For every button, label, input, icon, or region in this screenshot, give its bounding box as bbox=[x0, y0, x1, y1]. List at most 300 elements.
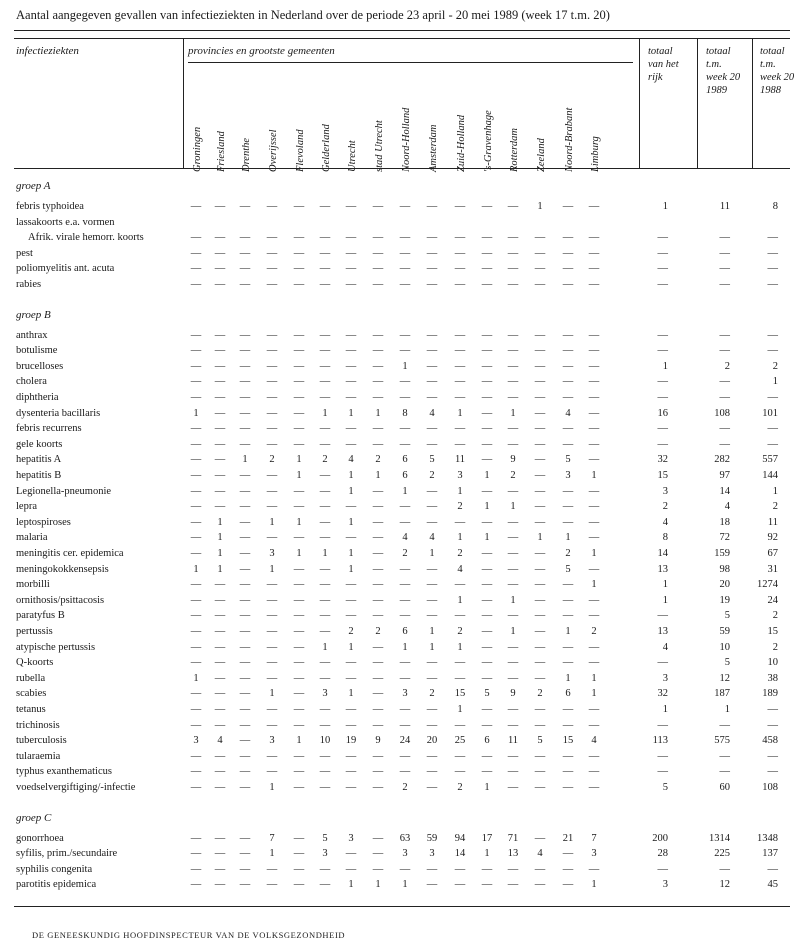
table-cell: 6 bbox=[565, 688, 571, 700]
table-cell: — bbox=[239, 848, 251, 860]
table-cell: 6 bbox=[402, 454, 408, 466]
table-cell: — bbox=[190, 279, 202, 290]
table-cell: — bbox=[319, 423, 331, 435]
table-cell: — bbox=[426, 485, 438, 497]
table-cell: — bbox=[534, 501, 546, 513]
table-cell: — bbox=[239, 766, 251, 778]
table-cell: — bbox=[426, 423, 438, 435]
table-cell: 1 bbox=[296, 548, 302, 559]
table-cell: — bbox=[345, 610, 357, 622]
table-cell: — bbox=[588, 501, 600, 513]
column-header-label: Gelderland bbox=[321, 124, 332, 172]
total-cell: — bbox=[657, 247, 668, 259]
table-cell: — bbox=[319, 376, 331, 388]
header-infectieziekten: infectieziekten bbox=[16, 45, 79, 57]
table-cell: — bbox=[293, 279, 305, 290]
table-cell: — bbox=[266, 279, 278, 290]
totals-header-line: van het bbox=[648, 59, 679, 70]
table-cell: — bbox=[481, 672, 493, 684]
table-cell: — bbox=[507, 657, 519, 669]
table-cell: — bbox=[562, 329, 574, 341]
table-cell: — bbox=[588, 454, 600, 466]
table-cell: — bbox=[345, 329, 357, 341]
table-cell: — bbox=[481, 594, 493, 606]
table-cell: — bbox=[266, 626, 278, 637]
table-cell: 1 bbox=[217, 548, 223, 559]
table-cell: — bbox=[345, 848, 357, 860]
table-cell: — bbox=[534, 438, 546, 450]
total-cell: — bbox=[719, 232, 730, 244]
footer-signature: DE GENEESKUNDIG HOOFDINSPECTEUR VAN DE VOLKSGEZONDHEID bbox=[32, 930, 346, 940]
table-cell: 1 bbox=[348, 485, 354, 497]
table-cell: — bbox=[454, 863, 466, 875]
table-cell: — bbox=[562, 879, 574, 891]
table-cell: — bbox=[588, 532, 600, 544]
table-cell: 2 bbox=[457, 782, 463, 793]
table-cell: — bbox=[588, 704, 600, 715]
table-cell: — bbox=[426, 594, 438, 606]
table-cell: 1 bbox=[322, 548, 328, 559]
table-cell: 2 bbox=[429, 688, 435, 700]
table-cell: 4 bbox=[565, 407, 571, 419]
table-cell: — bbox=[190, 879, 202, 891]
table-cell: 1 bbox=[402, 641, 408, 653]
table-cell: 3 bbox=[457, 470, 463, 481]
total-cell: — bbox=[767, 263, 778, 275]
column-header-label: Limburg bbox=[590, 136, 601, 172]
table-cell: — bbox=[454, 201, 466, 212]
table-cell: — bbox=[372, 376, 384, 388]
table-cell: 7 bbox=[269, 832, 275, 844]
totals-header-line: rijk bbox=[648, 72, 663, 83]
table-cell: — bbox=[214, 750, 226, 762]
table-cell: — bbox=[372, 263, 384, 275]
table-cell: — bbox=[293, 610, 305, 622]
table-cell: 11 bbox=[507, 735, 519, 747]
disease-label: meningokokkensepsis bbox=[16, 563, 109, 575]
table-cell: — bbox=[399, 438, 411, 450]
table-cell: — bbox=[481, 376, 493, 388]
table-cell: — bbox=[399, 329, 411, 341]
table-cell: 1 bbox=[402, 879, 408, 891]
table-cell: — bbox=[426, 279, 438, 290]
table-cell: — bbox=[399, 719, 411, 731]
total-cell: — bbox=[767, 392, 778, 403]
total-cell: 1274 bbox=[757, 579, 778, 591]
table-cell: 1 bbox=[402, 485, 408, 497]
table-cell: — bbox=[534, 516, 546, 528]
table-cell: — bbox=[214, 329, 226, 341]
table-cell: — bbox=[481, 454, 493, 466]
table-cell: — bbox=[266, 470, 278, 481]
table-cell: — bbox=[534, 232, 546, 244]
table-cell: — bbox=[588, 438, 600, 450]
table-cell: — bbox=[345, 438, 357, 450]
total-cell: 1 bbox=[662, 360, 668, 372]
table-cell: — bbox=[319, 782, 331, 793]
table-cell: — bbox=[372, 579, 384, 591]
total-cell: — bbox=[767, 423, 778, 435]
table-cell: 9 bbox=[375, 735, 381, 747]
table-cell: 2 bbox=[269, 454, 275, 466]
disease-label: parotitis epidemica bbox=[16, 879, 97, 891]
table-cell: — bbox=[345, 657, 357, 669]
table-cell: — bbox=[507, 548, 519, 559]
table-cell: 1 bbox=[296, 516, 302, 528]
table-cell: — bbox=[534, 750, 546, 762]
table-cell: 1 bbox=[565, 626, 571, 637]
table-cell: — bbox=[239, 392, 251, 403]
table-cell: — bbox=[372, 438, 384, 450]
table-cell: — bbox=[507, 345, 519, 357]
total-cell: 13 bbox=[657, 563, 668, 575]
table-cell: — bbox=[190, 641, 202, 653]
table-cell: — bbox=[507, 766, 519, 778]
table-cell: — bbox=[481, 863, 493, 875]
table-cell: — bbox=[507, 863, 519, 875]
table-cell: — bbox=[588, 392, 600, 403]
column-header-label: Friesland bbox=[216, 131, 227, 172]
table-cell: — bbox=[190, 548, 202, 559]
table-cell: — bbox=[239, 470, 251, 481]
table-cell: — bbox=[481, 563, 493, 575]
table-cell: 7 bbox=[591, 832, 597, 844]
table-cell: — bbox=[239, 641, 251, 653]
column-header-label: Zeeland bbox=[536, 138, 547, 172]
table-cell: — bbox=[266, 201, 278, 212]
table-cell: — bbox=[214, 766, 226, 778]
table-cell: — bbox=[588, 719, 600, 731]
disease-label: hepatitis A bbox=[16, 454, 62, 466]
table-cell: 1 bbox=[484, 470, 490, 481]
table-cell: 17 bbox=[481, 832, 493, 844]
total-cell: 187 bbox=[714, 688, 730, 700]
table-cell: — bbox=[293, 641, 305, 653]
table-cell: — bbox=[293, 532, 305, 544]
table-cell: — bbox=[399, 704, 411, 715]
table-cell: — bbox=[399, 263, 411, 275]
table-cell: — bbox=[481, 247, 493, 259]
table-cell: — bbox=[319, 532, 331, 544]
total-cell: 101 bbox=[762, 407, 778, 419]
table-cell: — bbox=[266, 879, 278, 891]
table-cell: — bbox=[534, 423, 546, 435]
table-cell: — bbox=[454, 438, 466, 450]
table-cell: — bbox=[588, 376, 600, 388]
total-cell: 1 bbox=[772, 485, 778, 497]
disease-label: paratyfus B bbox=[16, 610, 65, 622]
table-cell: — bbox=[319, 626, 331, 637]
table-cell: — bbox=[481, 329, 493, 341]
table-cell: — bbox=[190, 626, 202, 637]
table-cell: — bbox=[562, 392, 574, 403]
table-cell: — bbox=[534, 376, 546, 388]
total-cell: — bbox=[767, 719, 778, 731]
table-cell: — bbox=[481, 766, 493, 778]
disease-label: rabies bbox=[16, 279, 42, 290]
table-cell: — bbox=[588, 201, 600, 212]
table-cell: — bbox=[372, 641, 384, 653]
table-cell: 6 bbox=[484, 735, 490, 747]
table-cell: — bbox=[239, 688, 251, 700]
table-cell: 1 bbox=[510, 626, 516, 637]
table-cell: — bbox=[426, 719, 438, 731]
disease-label: malaria bbox=[16, 532, 48, 544]
total-cell: — bbox=[657, 279, 668, 290]
totals-header-line: week 20 bbox=[760, 72, 795, 83]
table-cell: — bbox=[534, 263, 546, 275]
table-cell: — bbox=[372, 719, 384, 731]
table-cell: — bbox=[239, 232, 251, 244]
table-cell: — bbox=[239, 610, 251, 622]
table-cell: — bbox=[266, 392, 278, 403]
table-cell: — bbox=[562, 247, 574, 259]
total-cell: 12 bbox=[719, 879, 730, 891]
total-cell: — bbox=[719, 329, 730, 341]
column-header-label: 's-Gravenhage bbox=[483, 110, 494, 172]
table-cell: — bbox=[454, 329, 466, 341]
table-cell: — bbox=[588, 657, 600, 669]
table-cell: — bbox=[214, 263, 226, 275]
table-cell: — bbox=[454, 672, 466, 684]
table-cell: — bbox=[507, 247, 519, 259]
total-cell: — bbox=[767, 766, 778, 778]
totals-header-line: t.m. bbox=[760, 59, 776, 70]
table-cell: — bbox=[481, 641, 493, 653]
table-cell: — bbox=[239, 750, 251, 762]
table-cell: — bbox=[214, 594, 226, 606]
table-cell: — bbox=[534, 579, 546, 591]
table-cell: — bbox=[399, 594, 411, 606]
table-cell: — bbox=[319, 719, 331, 731]
table-cell: 2 bbox=[591, 626, 597, 637]
total-cell: — bbox=[657, 329, 668, 341]
table-cell: 1 bbox=[348, 407, 354, 419]
table-cell: 1 bbox=[484, 848, 490, 860]
table-cell: 15 bbox=[562, 735, 574, 747]
table-cell: — bbox=[534, 719, 546, 731]
table-cell: — bbox=[190, 454, 202, 466]
table-cell: 1 bbox=[348, 548, 354, 559]
table-cell: — bbox=[293, 626, 305, 637]
table-cell: 1 bbox=[457, 704, 463, 715]
table-cell: 1 bbox=[242, 454, 248, 466]
divider-labels bbox=[183, 38, 184, 168]
table-cell: — bbox=[190, 579, 202, 591]
disease-label: morbilli bbox=[16, 579, 50, 591]
table-cell: — bbox=[319, 704, 331, 715]
table-cell: — bbox=[562, 232, 574, 244]
table-cell: — bbox=[214, 579, 226, 591]
table-cell: — bbox=[399, 279, 411, 290]
table-cell: — bbox=[372, 832, 384, 844]
table-cell: — bbox=[481, 548, 493, 559]
table-cell: — bbox=[481, 345, 493, 357]
table-cell: — bbox=[239, 438, 251, 450]
total-cell: — bbox=[657, 392, 668, 403]
table-cell: — bbox=[426, 750, 438, 762]
table-cell: — bbox=[507, 782, 519, 793]
table-cell: — bbox=[372, 750, 384, 762]
table-cell: 25 bbox=[454, 735, 466, 747]
table-cell: 1 bbox=[375, 879, 381, 891]
table-cell: — bbox=[345, 263, 357, 275]
column-header bbox=[347, 92, 361, 172]
table-cell: — bbox=[372, 485, 384, 497]
table-cell: — bbox=[507, 641, 519, 653]
table-cell: — bbox=[214, 247, 226, 259]
table-cell: — bbox=[239, 735, 251, 747]
disease-label: gonorrhoea bbox=[16, 832, 64, 844]
table-cell: — bbox=[190, 782, 202, 793]
table-cell: 4 bbox=[429, 407, 435, 419]
table-cell: — bbox=[399, 672, 411, 684]
table-cell: — bbox=[266, 766, 278, 778]
top-rule bbox=[14, 30, 790, 31]
table-cell: 1 bbox=[565, 672, 571, 684]
table-cell: — bbox=[319, 201, 331, 212]
table-cell: 1 bbox=[269, 516, 275, 528]
table-cell: — bbox=[588, 329, 600, 341]
total-cell: 3 bbox=[662, 672, 668, 684]
table-cell: — bbox=[239, 719, 251, 731]
total-cell: — bbox=[657, 263, 668, 275]
table-cell: — bbox=[426, 863, 438, 875]
table-cell: 1 bbox=[565, 532, 571, 544]
table-cell: — bbox=[190, 247, 202, 259]
table-cell: — bbox=[562, 423, 574, 435]
column-header bbox=[268, 92, 282, 172]
table-cell: — bbox=[345, 247, 357, 259]
table-cell: — bbox=[319, 392, 331, 403]
table-cell: — bbox=[293, 579, 305, 591]
disease-label: brucelloses bbox=[16, 360, 64, 372]
table-cell: — bbox=[372, 345, 384, 357]
table-cell: — bbox=[372, 516, 384, 528]
total-cell: — bbox=[719, 279, 730, 290]
table-cell: — bbox=[399, 750, 411, 762]
table-cell: — bbox=[190, 232, 202, 244]
table-cell: — bbox=[214, 688, 226, 700]
table-cell: 1 bbox=[322, 641, 328, 653]
totals-header bbox=[706, 45, 740, 97]
table-cell: 3 bbox=[402, 688, 408, 700]
table-cell: — bbox=[372, 360, 384, 372]
total-cell: 8 bbox=[772, 201, 778, 212]
column-header-label: Noord-Brabant bbox=[564, 107, 575, 172]
disease-label: tetanus bbox=[16, 704, 46, 715]
table-cell: — bbox=[426, 392, 438, 403]
table-cell: — bbox=[534, 247, 546, 259]
table-cell: — bbox=[454, 579, 466, 591]
table-cell: 2 bbox=[457, 548, 463, 559]
table-cell: — bbox=[190, 863, 202, 875]
disease-label: hepatitis B bbox=[16, 470, 62, 481]
table-cell: — bbox=[266, 438, 278, 450]
table-cell: — bbox=[426, 201, 438, 212]
table-cell: — bbox=[399, 516, 411, 528]
table-cell: — bbox=[507, 376, 519, 388]
disease-label: febris typhoidea bbox=[16, 201, 84, 212]
totals-header bbox=[648, 45, 679, 84]
table-cell: — bbox=[399, 579, 411, 591]
disease-label: diphtheria bbox=[16, 392, 59, 403]
table-cell: 63 bbox=[399, 832, 411, 844]
table-cell: 1 bbox=[348, 879, 354, 891]
table-cell: — bbox=[454, 657, 466, 669]
table-cell: — bbox=[562, 750, 574, 762]
total-cell: 31 bbox=[767, 563, 778, 575]
table-cell: — bbox=[426, 329, 438, 341]
table-cell: 5 bbox=[322, 832, 328, 844]
total-cell: — bbox=[767, 438, 778, 450]
total-cell: 14 bbox=[657, 548, 668, 559]
table-cell: — bbox=[319, 672, 331, 684]
table-cell: — bbox=[562, 485, 574, 497]
table-cell: — bbox=[266, 485, 278, 497]
table-cell: — bbox=[239, 657, 251, 669]
table-cell: — bbox=[481, 201, 493, 212]
table-cell: — bbox=[266, 579, 278, 591]
total-cell: 14 bbox=[719, 485, 730, 497]
total-cell: 32 bbox=[657, 454, 668, 466]
total-cell: — bbox=[719, 719, 730, 731]
table-cell: — bbox=[454, 263, 466, 275]
table-cell: — bbox=[293, 345, 305, 357]
table-cell: 1 bbox=[457, 594, 463, 606]
table-cell: — bbox=[214, 848, 226, 860]
total-cell: — bbox=[767, 279, 778, 290]
disease-label: lassakoorts e.a. vormen bbox=[16, 216, 115, 228]
table-cell: — bbox=[534, 360, 546, 372]
table-cell: — bbox=[345, 345, 357, 357]
total-cell: 1314 bbox=[709, 832, 730, 844]
table-cell: 6 bbox=[402, 470, 408, 481]
table-cell: — bbox=[481, 485, 493, 497]
divider-totals-2 bbox=[697, 38, 698, 168]
table-cell: — bbox=[399, 376, 411, 388]
column-header-label: Groningen bbox=[192, 126, 203, 172]
table-cell: — bbox=[345, 279, 357, 290]
table-cell: — bbox=[481, 438, 493, 450]
table-cell: — bbox=[239, 704, 251, 715]
table-cell: 15 bbox=[454, 688, 466, 700]
table-cell: 8 bbox=[402, 407, 408, 419]
total-cell: 1 bbox=[662, 579, 668, 591]
table-cell: — bbox=[319, 863, 331, 875]
table-cell: — bbox=[239, 329, 251, 341]
table-cell: — bbox=[562, 263, 574, 275]
table-cell: — bbox=[426, 563, 438, 575]
table-cell: — bbox=[562, 594, 574, 606]
table-cell: — bbox=[190, 263, 202, 275]
table-cell: — bbox=[190, 766, 202, 778]
table-cell: 1 bbox=[429, 548, 435, 559]
table-cell: — bbox=[507, 563, 519, 575]
table-cell: — bbox=[266, 641, 278, 653]
total-cell: — bbox=[657, 657, 668, 669]
table-cell: 1 bbox=[269, 563, 275, 575]
table-cell: 2 bbox=[457, 626, 463, 637]
total-cell: 2 bbox=[772, 360, 778, 372]
total-cell: 282 bbox=[714, 454, 730, 466]
table-cell: — bbox=[239, 863, 251, 875]
total-cell: — bbox=[657, 376, 668, 388]
table-cell: — bbox=[588, 863, 600, 875]
table-cell: 1 bbox=[269, 782, 275, 793]
table-cell: — bbox=[562, 782, 574, 793]
table-cell: 14 bbox=[454, 848, 466, 860]
